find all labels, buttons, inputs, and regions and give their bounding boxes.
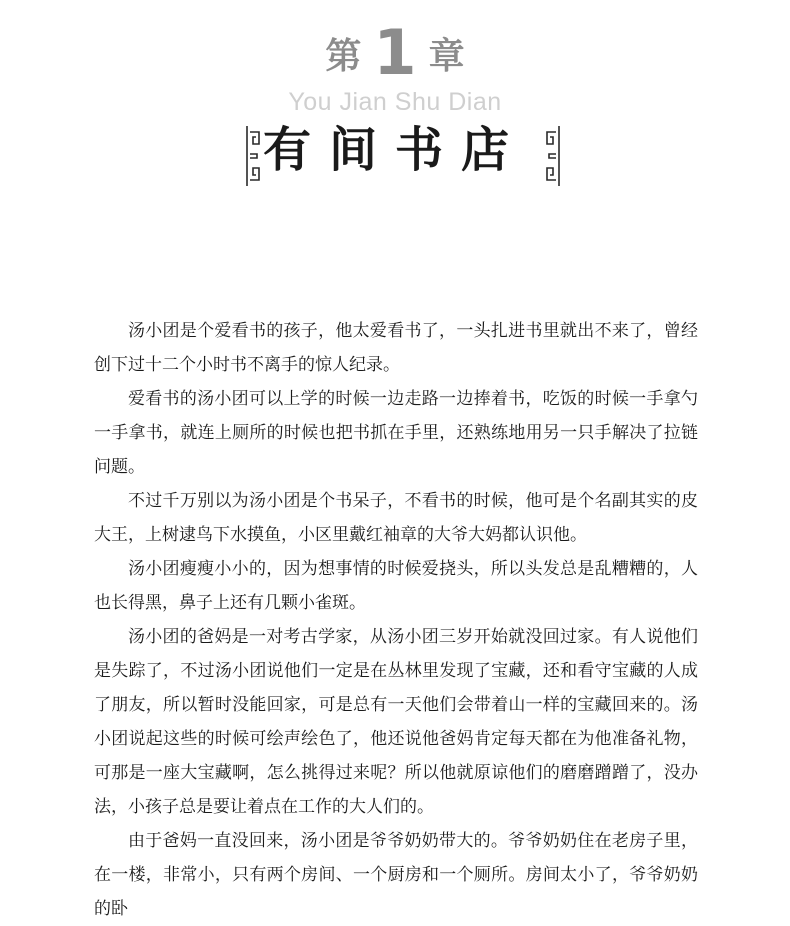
paragraph: 汤小团是个爱看书的孩子，他太爱看书了，一头扎进书里就出不来了，曾经创下过十二个小时书不离手的惊人纪录。 (94, 321, 698, 375)
chapter-title: 有间书店 (262, 122, 527, 178)
paragraph: 汤小团的爸妈是一对考古学家，从汤小团三岁开始就没回过家。有人说他们是失踪了，不过汤小团说他们一定是在丛林里发现了宝藏，还和看守宝藏的人成了朋友，所以暂时没能回家，可是总有一天他们会带着山一样的宝藏回来的。汤小团说起这些的时候可绘声绘色了，他还说他爸妈肯定每天都在为他准备礼物，可那是一座大宝藏啊，怎么挑得过来呢？所以他就原谅他们的磨磨蹭蹭了，没办法，小孩子总是要让着点在工作的大人们的。 (94, 627, 698, 817)
chapter-heading (0, 16, 790, 89)
chapter-header (0, 0, 790, 200)
right-fret-ornament-icon (544, 124, 562, 188)
chapter-prefix: 第 (325, 36, 362, 77)
paragraph: 汤小团瘦瘦小小的，因为想事情的时候爱挠头，所以头发总是乱糟糟的，人也长得黑，鼻子上还有几颗小雀斑。 (94, 559, 698, 613)
chapter-number: 1 (373, 16, 417, 89)
chapter-body (94, 314, 698, 926)
chapter-pinyin: You Jian Shu Dian (288, 88, 502, 116)
chapter-suffix: 章 (428, 36, 465, 77)
paragraph: 爱看书的汤小团可以上学的时候一边走路一边捧着书，吃饭的时候一手拿勺一手拿书，就连上厕所的时候也把书抓在手里，还熟练地用另一只手解决了拉链问题。 (94, 389, 698, 477)
paragraph: 不过千万别以为汤小团是个书呆子，不看书的时候，他可是个名副其实的皮大王，上树逮鸟下水摸鱼，小区里戴红袖章的大爷大妈都认识他。 (94, 491, 698, 545)
paragraph: 由于爸妈一直没回来，汤小团是爷爷奶奶带大的。爷爷奶奶住在老房子里，在一楼，非常小，只有两个房间、一个厨房和一个厕所。房间太小了，爷爷奶奶的卧 (94, 831, 698, 919)
